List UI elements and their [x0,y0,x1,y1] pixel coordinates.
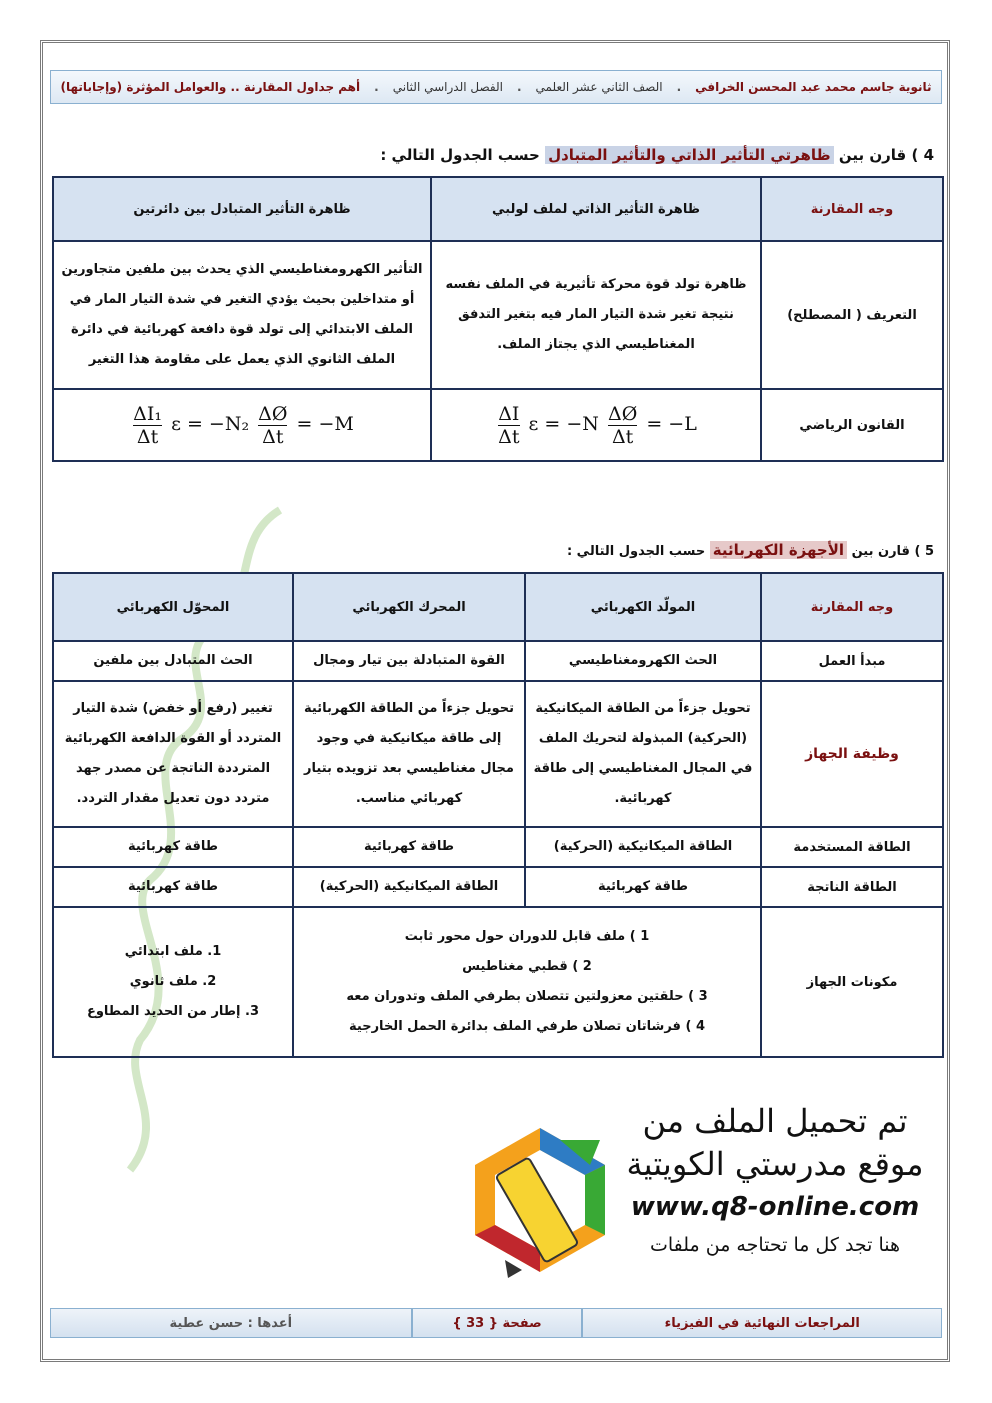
list-item: 2 ) قطبي مغناطيس [462,959,592,974]
promo-line1: تم تحميل الملف من [642,1102,908,1140]
header-bar [50,70,942,104]
header-topic: أهم جداول المقارنة .. والعوامل المؤثرة (وإجاباتها) [60,80,361,94]
formula-self-frac2 [498,403,519,448]
q4-law-mutual [53,389,431,461]
q5-used-generator: الطاقة الميكانيكية (الحركية) [525,827,761,867]
formula-self-mid: = −L [646,413,697,435]
footer-author: أعدها : حسن عطية [50,1308,412,1338]
q4-title [380,146,934,164]
header-separator: . [516,80,522,94]
q4-definition-self: ظاهرة تولد قوة محركة تأثيرية في الملف نفسه نتيجة تغير شدة التيار المار فيه بتغير التدفق المغناطيسي الذي يجتاز الملف. [431,241,761,389]
footer-bar [50,1308,942,1338]
promo-text [620,1100,930,1256]
q5-header-generator: المولّد الكهربائي [525,573,761,641]
frac-num: ΔØ [258,402,288,425]
formula-self-frac1 [608,403,637,448]
header-school: ثانوية جاسم محمد عبد المحسن الخرافي [695,80,932,94]
frac-den: Δt [498,425,520,448]
q5-header-aspect: وجه المقارنة [761,573,943,641]
q5-used-transformer: طاقة كهربائية [53,827,293,867]
q5-prefix: 5 ) قارن بين [851,544,934,559]
formula-mutual-frac2 [133,403,162,448]
q4-header-mutual: ظاهرة التأثير المتبادل بين دائرتين [53,177,431,241]
q5-function-label: وظيفة الجهاز [761,681,943,827]
q5-principle-motor: القوة المتبادلة بين تيار ومجال [293,641,525,681]
q5-produced-transformer: طاقة كهربائية [53,867,293,907]
list-item: 3. إطار من الحديد المطاوع [86,1004,260,1019]
pencil-logo-icon [460,1120,620,1280]
frac-num: ΔI₁ [133,402,163,425]
q5-function-transformer: تغيير (رفع أو خفض) شدة التيار المتردد أو القوة الدافعة الكهربائية المترددة الناتجة عن مصدر جهد متردد دون تعديل مقدار التردد. [53,681,293,827]
q5-title [567,541,934,559]
formula-mutual-frac1 [258,403,287,448]
q4-row-law-label: القانون الرياضي [761,389,943,461]
q5-used-label: الطاقة المستخدمة [761,827,943,867]
frac-num: ΔI [498,402,520,425]
formula-mutual-lhs: ε = −N₂ [171,413,250,435]
footer-page-number: صفحة { 33 } [412,1308,583,1338]
q4-suffix: حسب الجدول التالي : [380,146,540,164]
frac-den: Δt [611,425,634,448]
promo-block [460,1100,930,1300]
q5-components-gen-motor [293,907,761,1057]
q5-table [52,572,944,1058]
q4-row-definition-label: التعريف ( المصطلح) [761,241,943,389]
list-item: 4 ) فرشاتان تصلان طرفي الملف بدائرة الحمل الخارجية [349,1019,705,1034]
promo-line3: هنا تجد كل ما تحتاجه من ملفات [649,1234,901,1256]
q5-principle-generator: الحث الكهرومغناطيسي [525,641,761,681]
frac-den: Δt [136,425,159,448]
header-grade: الصف الثاني عشر العلمي [535,80,663,94]
q4-header-aspect: وجه المقارنة [761,177,943,241]
list-item: 1. ملف ابتدائي [124,944,222,959]
q5-phenomena: الأجهزة الكهربائية [710,541,847,559]
q5-produced-label: الطاقة الناتجة [761,867,943,907]
q5-produced-motor: الطاقة الميكانيكية (الحركية) [293,867,525,907]
header-separator: . [374,80,379,94]
header-separator: . [676,80,682,94]
list-item: 1 ) ملف قابل للدوران حول محور ثابت [404,929,650,944]
q4-header-self: ظاهرة التأثير الذاتي لملف لولبي [431,177,761,241]
promo-url-link[interactable]: www.q8-online.com [630,1192,920,1222]
q5-produced-generator: طاقة كهربائية [525,867,761,907]
q4-law-self [431,389,761,461]
q4-prefix: 4 ) قارن بين [838,146,934,164]
q5-header-motor: المحرك الكهربائي [293,573,525,641]
promo-line2: موقع مدرستي الكويتية [626,1145,924,1183]
q5-components-label: مكونات الجهاز [761,907,943,1057]
q5-principle-label: مبدأ العمل [761,641,943,681]
q4-table [52,176,944,462]
q5-used-motor: طاقة كهربائية [293,827,525,867]
frac-num: ΔØ [607,402,638,425]
header-term: الفصل الدراسي الثاني [392,80,503,94]
q4-definition-mutual: التأثير الكهرومغناطيسي الذي يحدث بين ملفين متجاورين أو متداخلين بحيث يؤدي التغير في شدة التيار المار في الملف الابتدائي إلى تولد قوة دافعة كهربائية في دائرة الملف الثانوي الذي يعمل على مقاومة هذا التغير [53,241,431,389]
q4-phenomena: ظاهرتي التأثير الذاتي والتأثير المتبادل [545,146,834,164]
q5-function-motor: تحويل جزءاً من الطاقة الكهربائية إلى طاقة ميكانيكية في وجود مجال مغناطيسي بعد تزويده بتيار كهربائي مناسب. [293,681,525,827]
q5-suffix: حسب الجدول التالي : [566,544,706,559]
frac-den: Δt [262,425,284,448]
formula-self-lhs: ε = −N [528,413,599,435]
formula-mutual-mid: = −M [296,413,354,435]
list-item: 2. ملف ثانوي [129,974,217,989]
list-item: 3 ) حلقتين معزولتين تتصلان بطرفي الملف وتدوران معه [346,989,708,1004]
q5-principle-transformer: الحث المتبادل بين ملفين [53,641,293,681]
q5-components-transformer [53,907,293,1057]
q5-header-transformer: المحوّل الكهربائي [53,573,293,641]
footer-title: المراجعات النهائية في الفيزياء [582,1308,942,1338]
q5-function-generator: تحويل جزءاً من الطاقة الميكانيكية (الحركية) المبذولة لتحريك الملف في المجال المغناطيسي إلى طاقة كهربائية. [525,681,761,827]
